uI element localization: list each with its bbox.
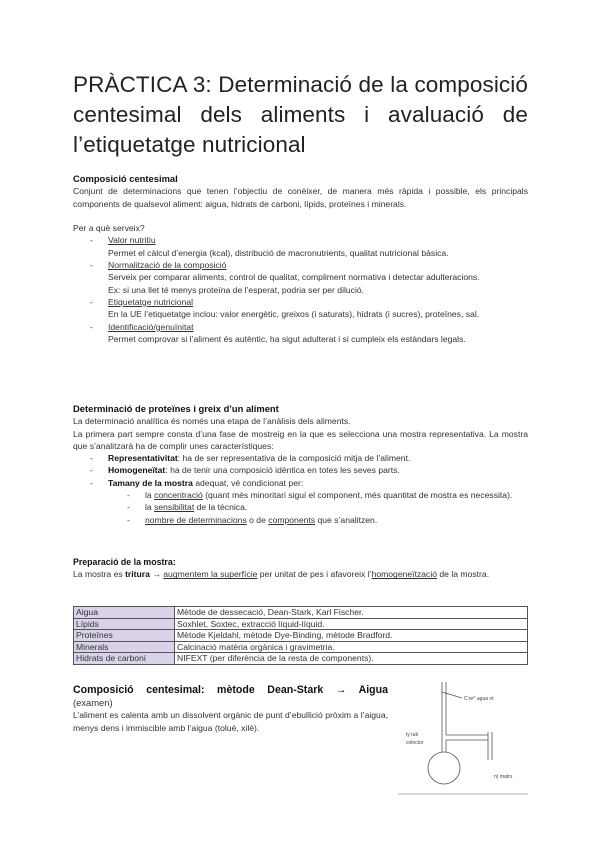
section-heading: Composició centesimal: [73, 173, 178, 184]
section-preparacio: [73, 556, 528, 581]
item-title: Identificació/genuïnitat: [108, 321, 194, 332]
item-text: : ha de ser representativa de la composició mitja de l’aliment.: [177, 453, 411, 464]
list-item: [73, 259, 528, 296]
exam-note: (examen): [73, 697, 113, 708]
table-row: [74, 618, 528, 630]
question-text: Per a què serveix?: [73, 223, 145, 234]
sub-list: [73, 489, 528, 526]
uses-list: [73, 234, 528, 345]
underlined-term: augmentem la superfície: [163, 569, 258, 580]
table-row: [74, 653, 528, 665]
paragraph: La determinació analítica és només una etapa de l’anàlisis dels aliments.: [73, 416, 351, 427]
figure-label: colector: [406, 740, 424, 746]
component-cell: Proteïnes: [74, 630, 175, 642]
component-cell: Lípids: [74, 618, 175, 630]
item-text: En la UE l’etiquetatge inclou: valor energètic, greixos (i saturats), hidrats (i sucres), proteïnes, sal.: [108, 309, 480, 320]
underlined-term: homogeneïtzació: [371, 569, 438, 580]
characteristics-list: [73, 452, 528, 526]
text: (quant més minoritari sigui el component, més quantitat de mostra es necessita).: [202, 490, 513, 501]
text: de la mostra.: [437, 569, 490, 580]
item-text: : ha de tenir una composició idèntica en totes les seves parts.: [165, 465, 400, 476]
item-title: Etiquetatge nutricional: [108, 296, 194, 307]
figure-label: C’re^ agua nt: [464, 696, 494, 702]
method-cell: NIFEXT (per diferència de la resta de components).: [175, 653, 528, 665]
section-proteines: [73, 403, 528, 526]
figure-label: ty tub: [406, 732, 419, 738]
table-row: [74, 630, 528, 642]
bold-term: Homogeneïtat: [108, 465, 166, 476]
item-title: Valor nutritiu: [108, 235, 156, 246]
list-item: [73, 464, 528, 476]
sub-item: [73, 514, 528, 526]
bold-term: Representativitat: [108, 453, 178, 464]
item-title: Normalització de la composició: [108, 260, 227, 271]
method-cell: Soxhlet, Soxtec, extracció líquid-líquid.: [175, 618, 528, 630]
text: La mostra es: [73, 569, 126, 580]
list-item: [73, 321, 528, 346]
section-heading: Preparació de la mostra:: [73, 557, 176, 567]
bold-term: tritura: [125, 569, 150, 580]
item-text: Serveix per comparar aliments, control de qualitat, compliment normativa i detectar adulteracions.: [108, 272, 480, 283]
page-title: PRÀCTICA 3: Determinació de la composició centesimal dels aliments i avaluació de l’etiquetatge nutricional: [73, 72, 528, 157]
item-text: adequat, vé condicionat per:: [192, 477, 304, 488]
component-cell: Aigua: [74, 607, 175, 619]
text: per unitat de pes i afavoreix l’: [257, 569, 372, 580]
underlined-term: sensibilitat: [154, 502, 195, 513]
item-text: Permet el càlcul d’energia (kcal), distribució de macronutrients, qualitat nutricional bàsica.: [108, 247, 449, 258]
method-cell: Mètode Kjeldahl, mètode Dye-Binding, mètode Bradford.: [175, 630, 528, 642]
item-text: Ex: si una llet té menys proteïna de l’esperat, podria ser per dilució.: [108, 284, 365, 295]
bold-term: Tamany de la mostra: [108, 477, 193, 488]
component-cell: Minerals: [74, 641, 175, 653]
list-item: [73, 234, 528, 259]
item-text: Permet comprovar si l’aliment és autèntic, ha sigut adulterat i si cumpleix els estàndars legals.: [108, 333, 466, 344]
list-item: [73, 296, 528, 321]
section-heading: Determinació de proteïnes i greix d’un aliment: [73, 403, 279, 414]
underlined-term: components: [268, 514, 316, 525]
intro-paragraph: Conjunt de determinacions que tenen l’objectiu de conèixer, de manera més ràpida i possible, els principals components de qualsevol aliment: aigua, hidrats de carboni, lípids, proteïnes i minerals.: [73, 186, 528, 209]
sub-item: [73, 501, 528, 513]
arrow-icon: →: [149, 569, 164, 580]
method-cell: Mètode de dessecació, Dean-Stark, Karl Fischer.: [175, 607, 528, 619]
figure-label: n) matrs: [494, 774, 513, 780]
text: la: [145, 490, 155, 501]
table-row: [74, 641, 528, 653]
paragraph: La primera part sempre consta d’una fase de mostreig en la que es selecciona una mostra representativa. La mostra que s’analitzarà ha de complir unes característiques:: [73, 428, 528, 451]
method-cell: Calcinació matèria orgànica i gravimetria.: [175, 641, 528, 653]
text: o de: [246, 514, 269, 525]
sub-item: [73, 489, 528, 501]
text: la: [145, 502, 155, 513]
list-item: [73, 477, 528, 526]
section-heading: Composició centesimal: mètode Dean-Stark → Aigua: [73, 684, 388, 696]
table-row: [74, 607, 528, 619]
text: que s’analitzen.: [315, 514, 378, 525]
component-cell: Hidrats de carboni: [74, 653, 175, 665]
methods-table: [73, 606, 528, 665]
text: de la tècnica.: [194, 502, 248, 513]
section-composicio: [73, 173, 528, 345]
underlined-term: concentració: [154, 490, 203, 501]
dean-stark-apparatus-figure: [398, 680, 528, 796]
section-dean-stark: [73, 683, 388, 734]
underlined-term: nombre de determinacions: [145, 514, 247, 525]
list-item: [73, 452, 528, 464]
paragraph: L’aliment es calenta amb un dissolvent orgànic de punt d’ebullició pròxim a l’aigua, menys dens i immiscible amb l’aigua (toluè, xilè).: [73, 710, 388, 733]
paragraph: [73, 568, 528, 580]
